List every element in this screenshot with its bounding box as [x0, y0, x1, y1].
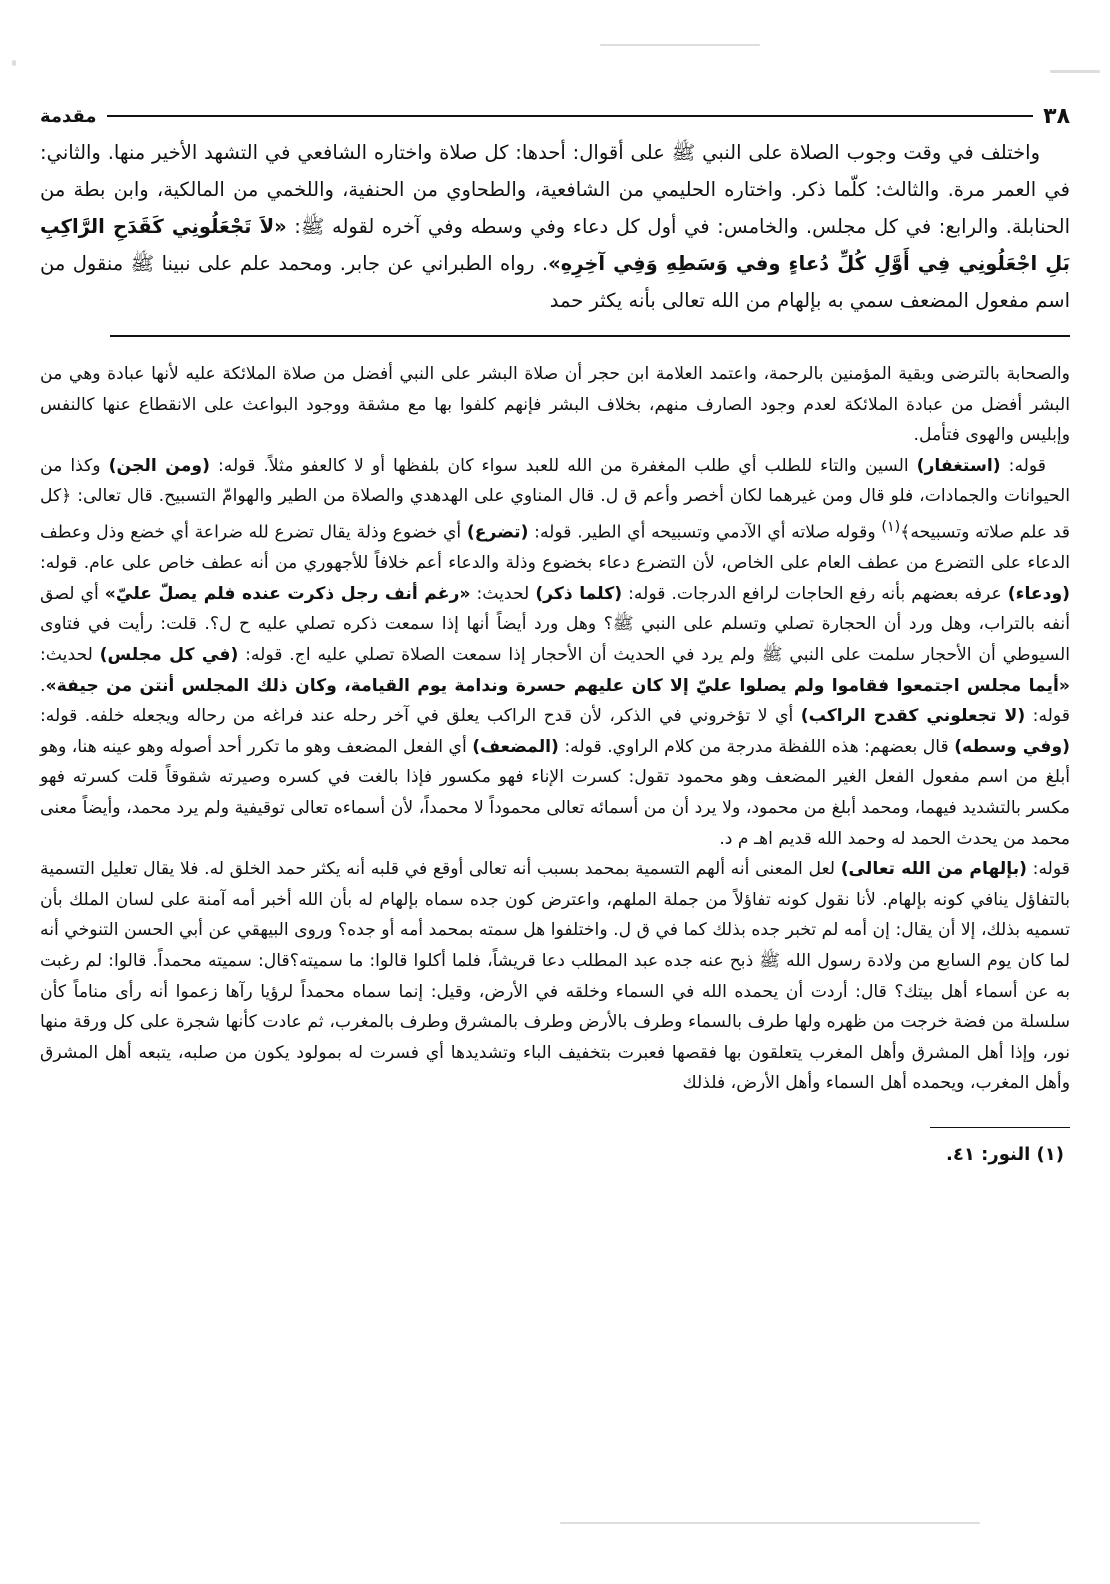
commentary-text: والصحابة بالترضى وبقية المؤمنين بالرحمة، واعتمد العلامة ابن حجر أن صلاة البشر على النبي أفضل من صلاة الملائكة عليه لأنها عبادة وهي من البشر أفضل من عبادة الملائكة لعدم وجود الصارف منهم، بخلاف البشر فإنهم كلفوا بها مع مشقة ووجود البواعث على الانقطاع عنها كالنفس وإبليس والهوى فتأمل.: [40, 364, 1070, 446]
section-title: مقدمة: [40, 105, 97, 127]
commentary-text: قوله:: [1000, 455, 1046, 476]
main-paragraph: [40, 134, 1070, 319]
commentary-text: قوله:: [1027, 859, 1071, 880]
scan-speck: [1050, 70, 1100, 73]
lemma: (لا تجعلوني كقدح الراكب): [800, 706, 1026, 727]
lemma: (المضعف): [472, 736, 559, 757]
footnote-reference: (١): [881, 518, 901, 535]
commentary-text: وكذا من الحيوانات والجمادات، فلو قال ومن غيرهما لكان أخصر وأعم ق ل. قال المناوي على الهدهدي والصلاة من الطير والهوامّ التسبيح. قال تعالى: ﴿كل قد علم صلاته وتسبيحه﴾: [40, 455, 1070, 543]
lemma: (وفي وسطه): [954, 736, 1070, 757]
lemma: (في كل مجلس): [99, 645, 239, 666]
commentary-text: قال بعضهم: هذه اللفظة مدرجة من كلام الراوي. قوله:: [558, 736, 955, 757]
commentary-text: لحديث:: [470, 583, 536, 604]
header-rule: [107, 115, 1034, 117]
commentary-text: أي لا تؤخروني في الذكر، لأن قدح الراكب يعلق في آخر رحله عند فراغه من رحاله ويجعله خلفه. قوله:: [40, 706, 801, 727]
commentary-text: أي خضوع وذلة يقال تضرع لله ضراعة أي خضع وذل وعطف الدعاء على التضرع من عطف العام على الخاص، لأن التضرع دعاء بخضوع وذلة والدعاء أعم خلافاً للأجهوري من أنه عطف خاص على عام. قوله:: [40, 522, 1070, 574]
book-page: [40, 98, 1070, 1165]
commentary-text: وقوله صلاته أي الآدمي وتسبيحه أي الطير. قوله:: [528, 522, 882, 543]
main-text: [40, 134, 1070, 319]
hadith-quote: «رغم أنف رجل ذكرت عنده فلم يصلّ عليّ»: [104, 583, 471, 604]
page-header: [40, 98, 1070, 134]
hadith-quote: «لاَ تَجْعَلُونِي كَقَدَحِ الرَّاكِبِ بَلِ اجْعَلُونِي فِي أَوَّلِ كُلِّ دُعاءٍ وفي وَسَطِهِ وَفِي آخِرِهِ»: [40, 215, 1070, 275]
main-text-part: واختلف في وقت وجوب الصلاة على النبي ﷺ على أقوال: أحدها: كل صلاة واختاره الشافعي في التشهد الأخير منها. والثاني: في العمر مرة. والثالث: كلّما ذكر. واختاره الحليمي من الشافعية، والطحاوي من الحنفية، واللخمي من المالكية، وابن بطة من الحنابلة. والرابع: في كل مجلس. والخامس: في أول كل دعاء وفي وسطه وفي آخره لقوله ﷺ:: [40, 141, 1070, 238]
footnote-rule: [930, 1127, 1070, 1128]
commentary: [40, 359, 1070, 1099]
commentary-paragraph: [40, 359, 1070, 451]
commentary-text: لحديث:: [40, 645, 100, 666]
lemma: (بإلهام من الله تعالى): [840, 859, 1028, 880]
commentary-text: أي الفعل المضعف وهو ما تكرر أحد أصوله وهو عينه هنا، وهو أبلغ من اسم مفعول الفعل الغير المضعف وهو محمود تقول: كسرت الإناء فهو مكسور فإذا بالغت في كسره وصيرته شقوقاً قلت كسرته فهو مكسر بالتشديد فيهما، ومحمد أبلغ من محمود، ولا يرد أن من أسمائه تعالى محموداً لا محمداً، لأن أسماءه تعالى توقيفية ولم يرد محمد، وأيضاً معنى محمد من يحدث الحمد له وحمد الله قديم اهـ م د.: [40, 736, 1070, 849]
lemma: (تضرع): [466, 522, 529, 543]
lemma: (ومن الجن): [108, 455, 210, 476]
footnote: (١) النور: ٤١.: [946, 1143, 1064, 1165]
commentary-text: . قوله:: [40, 675, 1070, 727]
commentary-text: عرفه بعضهم بأنه رفع الحاجات لرافع الدرجات. قوله:: [622, 583, 1008, 604]
lemma: (ودعاء): [1007, 583, 1070, 604]
commentary-text: أي لصق أنفه بالتراب، وهل ورد أن الحجارة تصلي وتسلم على النبي ﷺ؟ وهل ورد أيضاً أنها إذا سمعت ذكره تصلي عليه ح ل؟. قلت: رأيت في فتاوى السيوطي أن الأحجار سلمت على النبي ﷺ ولم يرد في الحديث أن الأحجار إذا سمعت الصلاة تصلي عليه اج. قوله:: [40, 583, 1070, 666]
lemma: (استغفار): [916, 455, 1001, 476]
commentary-text: السين والتاء للطلب أي طلب المغفرة من الله للعبد سواء كان بلفظها أو لا كالعفو مثلاً. قوله:: [209, 455, 917, 476]
page-number: ٣٨: [1043, 103, 1070, 129]
commentary-text: لعل المعنى أنه ألهم التسمية بمحمد بسبب أنه تعالى أوقع في قلبه أنه يكثر حمد الخلق له. فلا يقال تعليل التسمية بالتفاؤل ينافي كونه بإلهام. لأنا نقول كونه تفاؤلاً من جملة الملهم، واعترض كون جده سماه بإلهام له بأن الله أخبر أمه آمنة على لسان الملك بأن تسميه بذلك، إلا أن يقال: إن أمه لم تخبر جده بذلك كما في ق ل. واختلفوا هل سمته بمحمد أمه أو جده؟ وروى البيهقي عن أبي الحسن التنوخي أنه لما كان يوم السابع من ولادة رسول الله ﷺ ذبح عنه جده عبد المطلب دعا قريشاً، فلما أكلوا قالوا: ما سميته؟قال: سميته محمداً. قالوا: لم رغبت به عن أسماء أهل بيتك؟ قال: أردت أن يحمده الله في السماء وخلقه في الأرض، وقيل: إنما سماه محمداً لرؤيا رآها زعموا أنه رأى مناماً كأن سلسلة من فضة خرجت من ظهره ولها طرف بالسماء وطرف بالأرض وطرف بالمشرق وطرف بالمغرب، ثم عادت كأنها شجرة على كل ورقة منها نور، وإذا أهل المشرق وأهل المغرب يتعلقون بها فقصها فعبرت بتخفيف الباء وتشديدها أي فسرت له بمولود يكون من صلبه، يتبعه أهل المشرق وأهل المغرب، ويحمده أهل السماء وأهل الأرض، فلذلك: [40, 859, 1070, 1094]
commentary-paragraph: [40, 451, 1070, 854]
lemma: (كلما ذكر): [535, 583, 623, 604]
commentary-paragraph: [40, 854, 1070, 1099]
scan-speck: [600, 44, 760, 46]
scan-speck: [12, 60, 16, 66]
hadith-quote: «أيما مجلس اجتمعوا فقاموا ولم يصلوا عليّ إلا كان عليهم حسرة وندامة يوم القيامة، وكان ذلك المجلس أنتن من جيفة»: [45, 675, 1070, 696]
scan-speck: [560, 1522, 980, 1524]
main-text-part: . رواه الطبراني عن جابر. ومحمد علم على نبينا ﷺ منقول من اسم مفعول المضعف سمي به بإلهام من الله تعالى بأنه يكثر حمد: [40, 252, 1070, 312]
text-divider: [110, 335, 1070, 337]
